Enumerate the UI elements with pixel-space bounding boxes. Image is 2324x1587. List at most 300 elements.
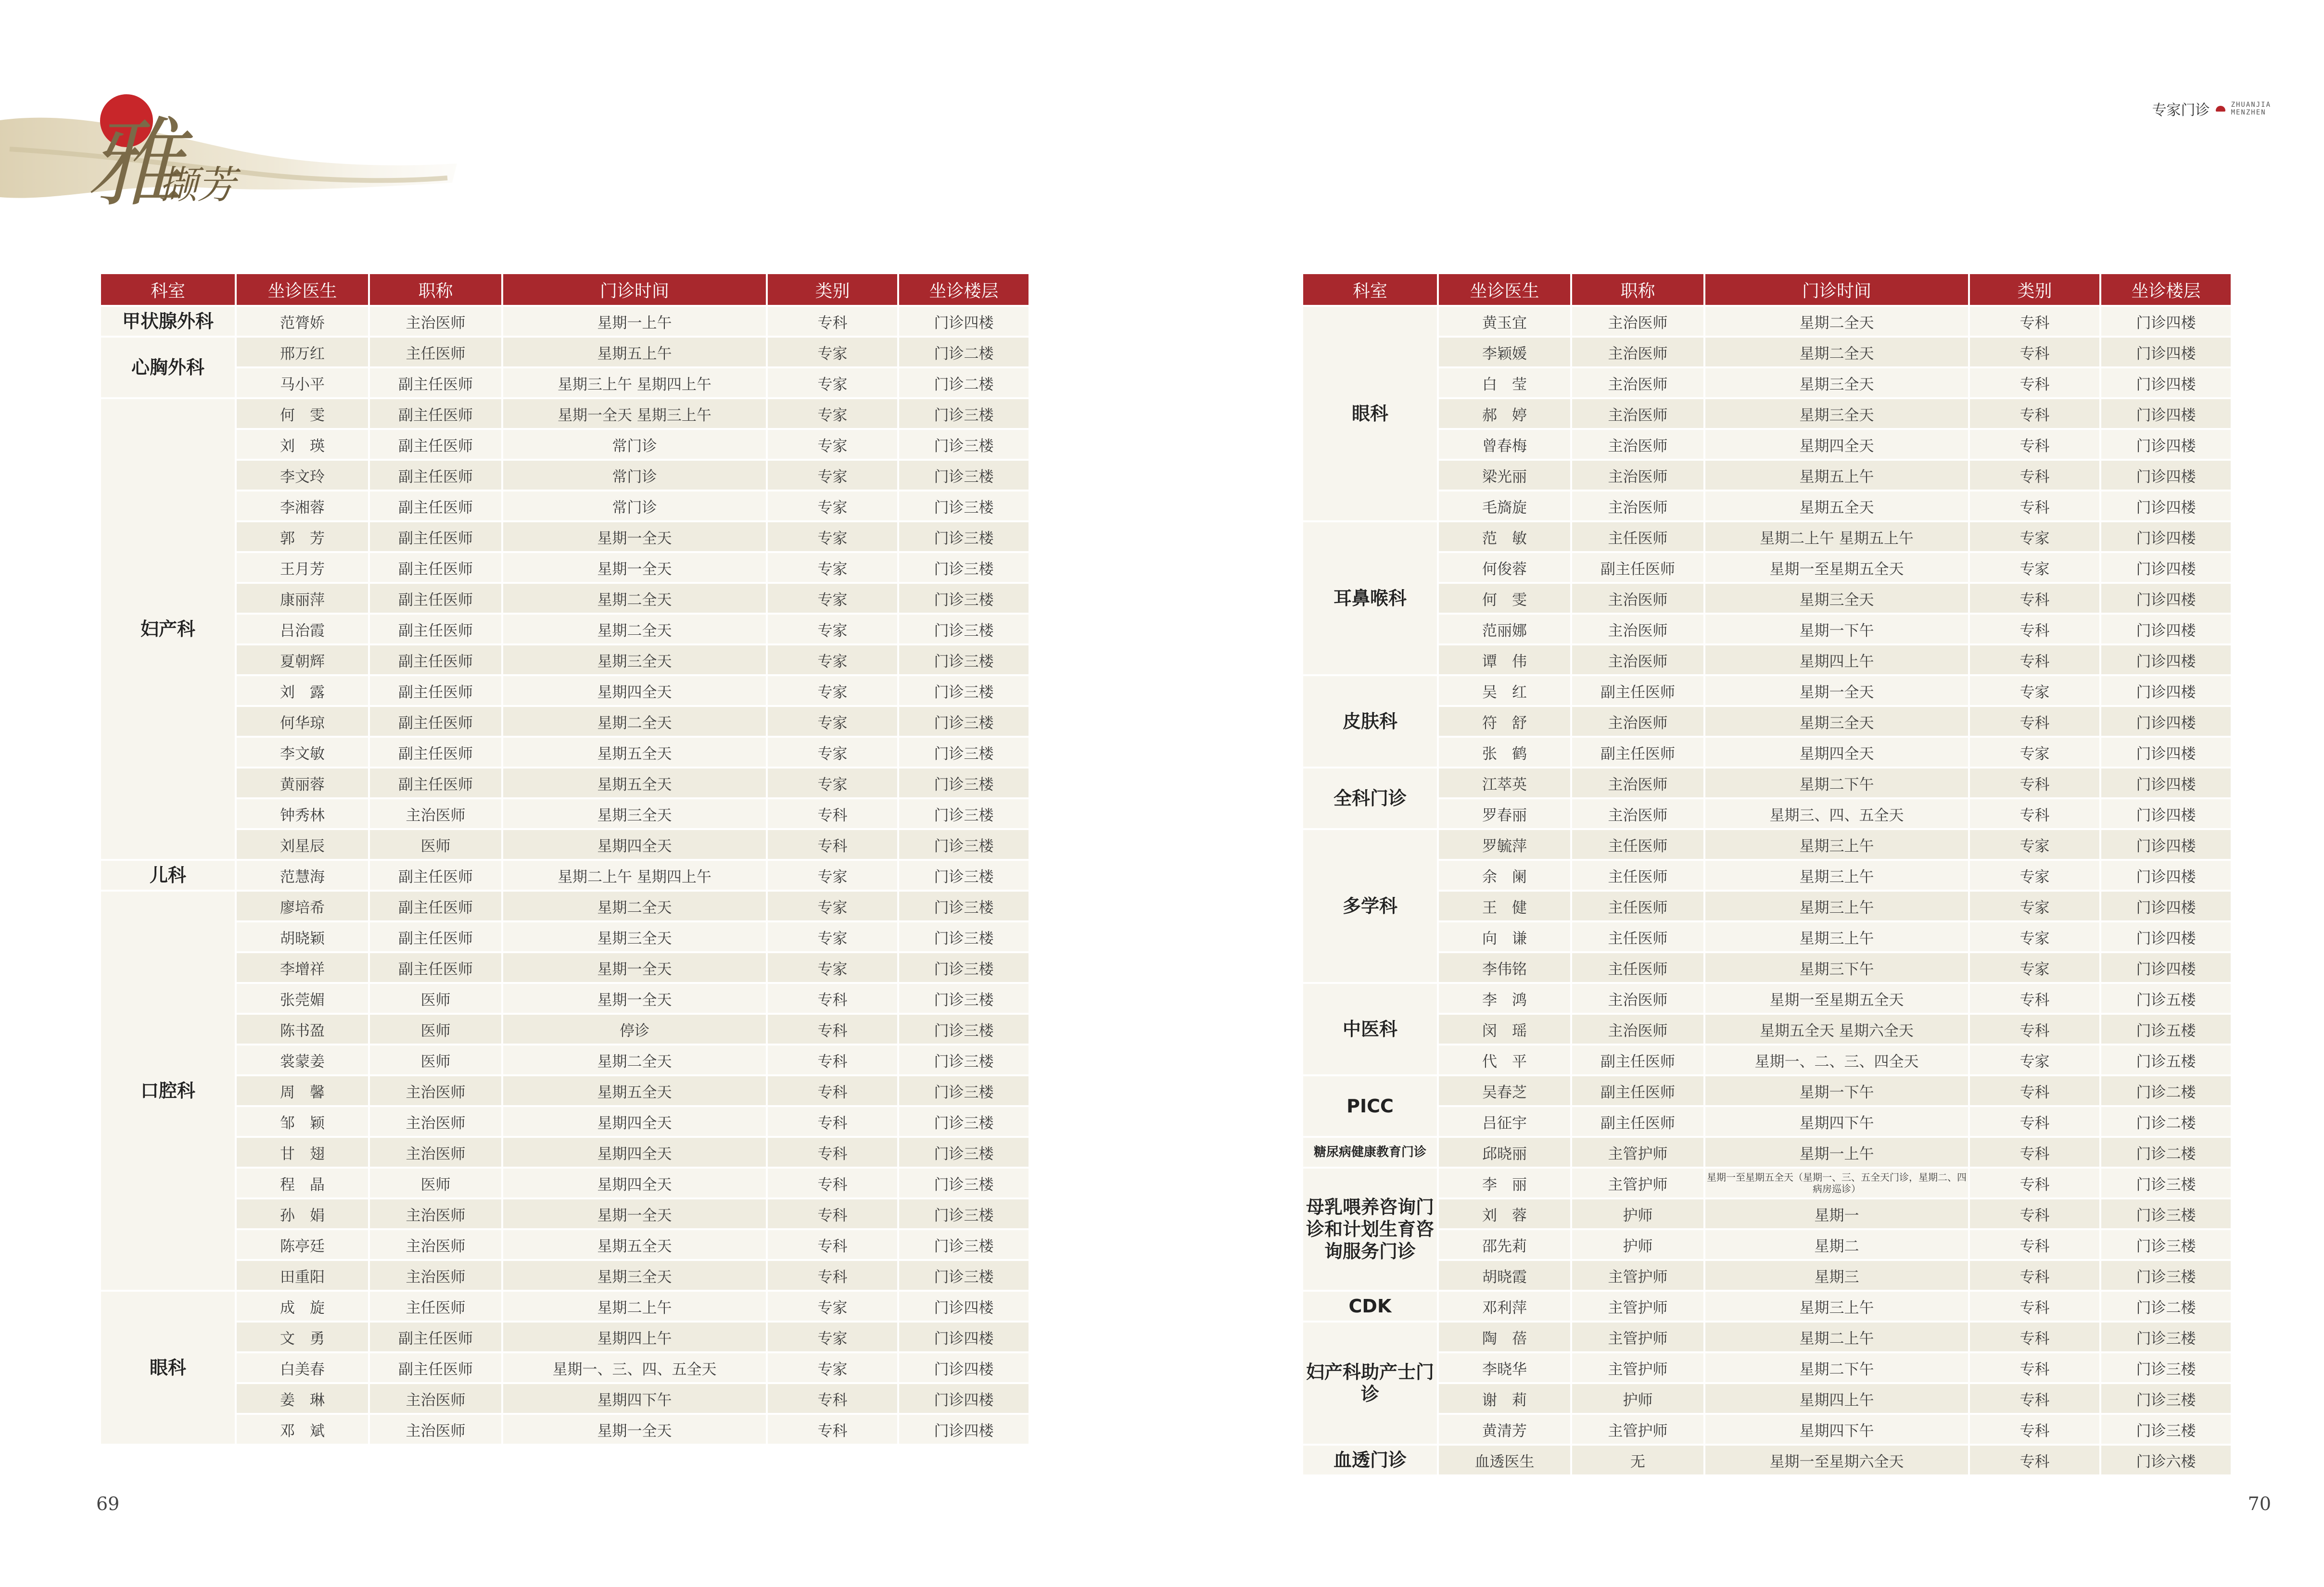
time-cell: 星期三全天 [502, 921, 767, 952]
time-cell: 星期二上午 [1704, 1322, 1969, 1352]
title-cell: 主管护师 [1571, 1322, 1704, 1352]
doctor-cell: 江萃英 [1438, 768, 1571, 798]
title-cell: 医师 [369, 829, 502, 860]
doctor-cell: 何 雯 [236, 398, 369, 429]
doctor-cell: 康丽萍 [236, 583, 369, 614]
time-cell: 星期四全天 [502, 1168, 767, 1198]
time-cell: 星期五全天 [502, 1229, 767, 1260]
doctor-cell: 何 雯 [1438, 583, 1571, 614]
type-cell: 专家 [1969, 952, 2100, 983]
logo-subtitle: 撷芳 [159, 163, 236, 207]
doctor-cell: 何俊蓉 [1438, 552, 1571, 583]
floor-cell: 门诊四楼 [2100, 737, 2232, 768]
floor-cell: 门诊二楼 [2100, 1291, 2232, 1322]
table-row [1302, 1352, 2232, 1383]
table-row [1302, 1229, 2232, 1260]
department-cell: CDK [1302, 1291, 1438, 1322]
doctor-cell: 范慧海 [236, 860, 369, 891]
floor-cell: 门诊二楼 [2100, 1075, 2232, 1106]
title-cell: 副主任医师 [1571, 1075, 1704, 1106]
floor-cell: 门诊四楼 [2100, 675, 2232, 706]
doctor-cell: 陈书盈 [236, 1014, 369, 1045]
floor-cell: 门诊三楼 [898, 952, 1029, 983]
floor-cell: 门诊二楼 [2100, 1106, 2232, 1137]
time-cell: 星期一全天 [502, 1414, 767, 1445]
type-cell: 专科 [1969, 583, 2100, 614]
floor-cell: 门诊三楼 [898, 891, 1029, 921]
table-row [1302, 768, 2232, 798]
time-cell: 停诊 [502, 1014, 767, 1045]
table-row [1302, 552, 2232, 583]
table-row [1302, 583, 2232, 614]
column-header-floor: 坐诊楼层 [2100, 273, 2232, 306]
column-header-doctor: 坐诊医生 [1438, 273, 1571, 306]
floor-cell: 门诊三楼 [898, 706, 1029, 737]
type-cell: 专家 [767, 429, 898, 460]
title-cell: 主治医师 [1571, 644, 1704, 675]
type-cell: 专科 [1969, 1383, 2100, 1414]
time-cell: 星期一全天 [502, 521, 767, 552]
time-cell: 星期一至星期五全天 [1704, 983, 1969, 1014]
title-cell: 副主任医师 [1571, 737, 1704, 768]
time-cell: 星期三上午 [1704, 829, 1969, 860]
doctor-cell: 李颖媛 [1438, 337, 1571, 367]
type-cell: 专科 [1969, 1014, 2100, 1045]
time-cell: 星期五全天 [502, 768, 767, 798]
table-row [1302, 1260, 2232, 1291]
type-cell: 专科 [1969, 1168, 2100, 1198]
doctor-cell: 李伟铭 [1438, 952, 1571, 983]
floor-cell: 门诊四楼 [898, 1414, 1029, 1445]
type-cell: 专科 [1969, 306, 2100, 337]
floor-cell: 门诊四楼 [2100, 398, 2232, 429]
table-row [1302, 460, 2232, 491]
table-row [1302, 337, 2232, 367]
doctor-cell: 梁光丽 [1438, 460, 1571, 491]
doctor-cell: 张莞媚 [236, 983, 369, 1014]
floor-cell: 门诊三楼 [898, 1137, 1029, 1168]
title-cell: 副主任医师 [369, 367, 502, 398]
time-cell: 星期三全天 [502, 644, 767, 675]
time-cell: 星期一全天 [502, 552, 767, 583]
doctor-cell: 孙 娟 [236, 1198, 369, 1229]
doctor-cell: 李 丽 [1438, 1168, 1571, 1198]
time-cell: 星期四下午 [502, 1383, 767, 1414]
doctor-cell: 白 莹 [1438, 367, 1571, 398]
department-cell: 心胸外科 [100, 337, 236, 398]
type-cell: 专家 [1969, 737, 2100, 768]
lotus-icon [2216, 106, 2225, 112]
time-cell: 星期三全天 [1704, 398, 1969, 429]
title-cell: 主治医师 [1571, 429, 1704, 460]
time-cell: 星期四全天 [1704, 429, 1969, 460]
table-row [1302, 891, 2232, 921]
floor-cell: 门诊三楼 [2100, 1168, 2232, 1198]
doctor-cell: 郭 芳 [236, 521, 369, 552]
doctor-cell: 范 敏 [1438, 521, 1571, 552]
type-cell: 专科 [1969, 1075, 2100, 1106]
floor-cell: 门诊四楼 [2100, 798, 2232, 829]
table-row [100, 860, 1029, 891]
time-cell: 星期五全天 [1704, 491, 1969, 521]
table-row [100, 798, 1029, 829]
table-row [1302, 829, 2232, 860]
schedule-table-left [99, 272, 1030, 1446]
doctor-cell: 姜 琳 [236, 1383, 369, 1414]
doctor-cell: 甘 翅 [236, 1137, 369, 1168]
table-row [1302, 614, 2232, 644]
title-cell: 主治医师 [369, 1260, 502, 1291]
table-row [100, 1198, 1029, 1229]
floor-cell: 门诊三楼 [898, 491, 1029, 521]
table-row [1302, 1045, 2232, 1075]
department-cell: 眼科 [100, 1291, 236, 1445]
time-cell: 星期五全天 星期六全天 [1704, 1014, 1969, 1045]
type-cell: 专科 [1969, 983, 2100, 1014]
table-header-row [100, 273, 1029, 306]
floor-cell: 门诊三楼 [898, 1198, 1029, 1229]
table-row [1302, 1291, 2232, 1322]
schedule-table-right [1301, 272, 2233, 1476]
title-cell: 医师 [369, 1014, 502, 1045]
doctor-cell: 郝 婷 [1438, 398, 1571, 429]
doctor-cell: 黄玉宜 [1438, 306, 1571, 337]
department-cell: 血透门诊 [1302, 1445, 1438, 1475]
column-header-time: 门诊时间 [1704, 273, 1969, 306]
floor-cell: 门诊二楼 [898, 337, 1029, 367]
floor-cell: 门诊三楼 [898, 983, 1029, 1014]
time-cell: 星期三全天 [502, 1260, 767, 1291]
doctor-cell: 文 勇 [236, 1322, 369, 1352]
table-row [1302, 1137, 2232, 1168]
column-header-floor: 坐诊楼层 [898, 273, 1029, 306]
title-cell: 主治医师 [369, 798, 502, 829]
table-row [1302, 491, 2232, 521]
floor-cell: 门诊四楼 [2100, 706, 2232, 737]
type-cell: 专科 [767, 1014, 898, 1045]
title-cell: 副主任医师 [369, 706, 502, 737]
time-cell: 星期二全天 [502, 891, 767, 921]
time-cell: 星期三上午 星期四上午 [502, 367, 767, 398]
floor-cell: 门诊三楼 [898, 398, 1029, 429]
type-cell: 专家 [767, 1352, 898, 1383]
title-cell: 副主任医师 [369, 460, 502, 491]
time-cell: 星期一至星期五全天（星期一、三、五全天门诊，星期二、四病房巡诊） [1704, 1168, 1969, 1198]
type-cell: 专科 [767, 306, 898, 337]
table-row [100, 1168, 1029, 1198]
column-header-title: 职称 [1571, 273, 1704, 306]
type-cell: 专科 [1969, 614, 2100, 644]
table-row [100, 706, 1029, 737]
table-row [1302, 921, 2232, 952]
type-cell: 专科 [767, 1229, 898, 1260]
time-cell: 星期三上午 [1704, 921, 1969, 952]
title-cell: 主治医师 [1571, 768, 1704, 798]
table-row [100, 1106, 1029, 1137]
doctor-cell: 闵 瑶 [1438, 1014, 1571, 1045]
type-cell: 专科 [1969, 429, 2100, 460]
doctor-cell: 罗毓萍 [1438, 829, 1571, 860]
title-cell: 副主任医师 [369, 675, 502, 706]
doctor-cell: 邵先莉 [1438, 1229, 1571, 1260]
department-cell: 眼科 [1302, 306, 1438, 521]
title-cell: 主治医师 [369, 1106, 502, 1137]
department-cell: 母乳喂养咨询门诊和计划生育咨询服务门诊 [1302, 1168, 1438, 1291]
title-cell: 医师 [369, 1168, 502, 1198]
department-cell: 全科门诊 [1302, 768, 1438, 829]
table-row [100, 367, 1029, 398]
title-cell: 主治医师 [1571, 798, 1704, 829]
type-cell: 专科 [767, 1383, 898, 1414]
time-cell: 星期三下午 [1704, 952, 1969, 983]
doctor-cell: 谭 伟 [1438, 644, 1571, 675]
title-cell: 副主任医师 [369, 644, 502, 675]
floor-cell: 门诊三楼 [898, 1075, 1029, 1106]
title-cell: 主治医师 [369, 306, 502, 337]
title-cell: 副主任医师 [369, 521, 502, 552]
title-cell: 主管护师 [1571, 1168, 1704, 1198]
time-cell: 星期二全天 [502, 1045, 767, 1075]
department-cell: PICC [1302, 1075, 1438, 1137]
table-row [1302, 1106, 2232, 1137]
doctor-cell: 代 平 [1438, 1045, 1571, 1075]
table-row [100, 1352, 1029, 1383]
floor-cell: 门诊三楼 [898, 583, 1029, 614]
type-cell: 专科 [767, 1045, 898, 1075]
doctor-cell: 田重阳 [236, 1260, 369, 1291]
floor-cell: 门诊四楼 [2100, 367, 2232, 398]
floor-cell: 门诊三楼 [898, 1168, 1029, 1198]
time-cell: 星期四上午 [1704, 644, 1969, 675]
right-page [1162, 0, 2324, 1587]
table-row [100, 491, 1029, 521]
type-cell: 专科 [1969, 1198, 2100, 1229]
type-cell: 专科 [767, 829, 898, 860]
table-row [1302, 675, 2232, 706]
table-row [100, 1414, 1029, 1445]
title-cell: 副主任医师 [369, 891, 502, 921]
type-cell: 专科 [1969, 798, 2100, 829]
title-cell: 副主任医师 [369, 768, 502, 798]
table-row [100, 1045, 1029, 1075]
table-row [100, 983, 1029, 1014]
section-label [2152, 98, 2271, 119]
table-row [100, 398, 1029, 429]
type-cell: 专家 [1969, 891, 2100, 921]
title-cell: 副主任医师 [369, 921, 502, 952]
table-row [100, 952, 1029, 983]
doctor-cell: 李 鸿 [1438, 983, 1571, 1014]
doctor-cell: 夏朝辉 [236, 644, 369, 675]
floor-cell: 门诊四楼 [2100, 952, 2232, 983]
type-cell: 专科 [1969, 1260, 2100, 1291]
type-cell: 专家 [767, 644, 898, 675]
doctor-cell: 陶 蓓 [1438, 1322, 1571, 1352]
type-cell: 专科 [1969, 1414, 2100, 1445]
type-cell: 专家 [767, 614, 898, 644]
type-cell: 专家 [767, 952, 898, 983]
type-cell: 专家 [1969, 860, 2100, 891]
floor-cell: 门诊三楼 [898, 460, 1029, 491]
table-row [1302, 521, 2232, 552]
table-row [100, 337, 1029, 367]
time-cell: 常门诊 [502, 429, 767, 460]
time-cell: 星期一全天 [502, 1198, 767, 1229]
title-cell: 副主任医师 [369, 737, 502, 768]
table-row [1302, 398, 2232, 429]
time-cell: 星期二上午 星期五上午 [1704, 521, 1969, 552]
title-cell: 主治医师 [369, 1229, 502, 1260]
type-cell: 专家 [1969, 675, 2100, 706]
department-cell: 甲状腺外科 [100, 306, 236, 337]
title-cell: 主治医师 [1571, 306, 1704, 337]
doctor-cell: 罗春丽 [1438, 798, 1571, 829]
section-title: 专家门诊 [2152, 102, 2210, 119]
time-cell: 星期三全天 [1704, 706, 1969, 737]
time-cell: 星期四上午 [1704, 1383, 1969, 1414]
floor-cell: 门诊二楼 [898, 367, 1029, 398]
time-cell: 星期三 [1704, 1260, 1969, 1291]
doctor-cell: 邓利萍 [1438, 1291, 1571, 1322]
floor-cell: 门诊四楼 [2100, 429, 2232, 460]
doctor-cell: 符 舒 [1438, 706, 1571, 737]
doctor-cell: 黄丽蓉 [236, 768, 369, 798]
doctor-cell: 陈亭廷 [236, 1229, 369, 1260]
time-cell: 星期四全天 [502, 1137, 767, 1168]
table-row [100, 891, 1029, 921]
type-cell: 专科 [767, 1260, 898, 1291]
table-row [100, 1260, 1029, 1291]
time-cell: 星期二下午 [1704, 768, 1969, 798]
title-cell: 护师 [1571, 1198, 1704, 1229]
column-header-type: 类别 [767, 273, 898, 306]
type-cell: 专家 [767, 398, 898, 429]
table-row [1302, 1075, 2232, 1106]
time-cell: 星期四下午 [1704, 1414, 1969, 1445]
type-cell: 专科 [1969, 1291, 2100, 1322]
doctor-cell: 范膂娇 [236, 306, 369, 337]
title-cell: 副主任医师 [1571, 675, 1704, 706]
doctor-cell: 谢 莉 [1438, 1383, 1571, 1414]
type-cell: 专家 [767, 706, 898, 737]
type-cell: 专家 [1969, 1045, 2100, 1075]
doctor-cell: 李晓华 [1438, 1352, 1571, 1383]
doctor-cell: 毛旖旋 [1438, 491, 1571, 521]
type-cell: 专家 [767, 891, 898, 921]
doctor-cell: 王月芳 [236, 552, 369, 583]
time-cell: 星期一下午 [1704, 614, 1969, 644]
time-cell: 星期四全天 [1704, 737, 1969, 768]
doctor-cell: 邢万红 [236, 337, 369, 367]
type-cell: 专家 [767, 768, 898, 798]
title-cell: 主任医师 [1571, 829, 1704, 860]
floor-cell: 门诊四楼 [898, 1383, 1029, 1414]
doctor-cell: 向 谦 [1438, 921, 1571, 952]
table-row [100, 552, 1029, 583]
type-cell: 专科 [1969, 1352, 2100, 1383]
table-row [1302, 1383, 2232, 1414]
department-cell: 多学科 [1302, 829, 1438, 983]
table-row [100, 675, 1029, 706]
type-cell: 专家 [767, 675, 898, 706]
title-cell: 主管护师 [1571, 1414, 1704, 1445]
table-row [1302, 1322, 2232, 1352]
table-row [1302, 737, 2232, 768]
time-cell: 星期二上午 星期四上午 [502, 860, 767, 891]
time-cell: 星期二全天 [502, 583, 767, 614]
floor-cell: 门诊四楼 [2100, 306, 2232, 337]
doctor-cell: 胡晓颖 [236, 921, 369, 952]
time-cell: 星期四全天 [502, 675, 767, 706]
floor-cell: 门诊四楼 [2100, 891, 2232, 921]
time-cell: 星期三全天 [1704, 583, 1969, 614]
title-cell: 主治医师 [369, 1414, 502, 1445]
title-cell: 主任医师 [369, 1291, 502, 1322]
time-cell: 星期四全天 [502, 1106, 767, 1137]
doctor-cell: 王 健 [1438, 891, 1571, 921]
table-row [100, 429, 1029, 460]
type-cell: 专家 [1969, 552, 2100, 583]
time-cell: 星期三上午 [1704, 891, 1969, 921]
floor-cell: 门诊四楼 [898, 306, 1029, 337]
type-cell: 专科 [767, 1168, 898, 1198]
floor-cell: 门诊三楼 [2100, 1383, 2232, 1414]
floor-cell: 门诊三楼 [898, 1106, 1029, 1137]
time-cell: 星期二 [1704, 1229, 1969, 1260]
page-number: 70 [2248, 1493, 2271, 1514]
time-cell: 星期二全天 [502, 614, 767, 644]
title-cell: 主治医师 [1571, 337, 1704, 367]
floor-cell: 门诊三楼 [898, 1045, 1029, 1075]
floor-cell: 门诊四楼 [2100, 644, 2232, 675]
table-row [100, 583, 1029, 614]
title-cell: 主治医师 [1571, 614, 1704, 644]
title-cell: 主治医师 [1571, 398, 1704, 429]
time-cell: 星期一至星期六全天 [1704, 1445, 1969, 1475]
title-cell: 副主任医师 [369, 614, 502, 644]
floor-cell: 门诊四楼 [898, 1352, 1029, 1383]
title-cell: 主治医师 [1571, 460, 1704, 491]
floor-cell: 门诊四楼 [2100, 583, 2232, 614]
type-cell: 专科 [767, 1198, 898, 1229]
floor-cell: 门诊四楼 [2100, 460, 2232, 491]
section-pinyin: ZHUANJIA MENZHEN [2231, 101, 2271, 116]
type-cell: 专科 [767, 983, 898, 1014]
type-cell: 专家 [767, 337, 898, 367]
doctor-cell: 张 鹤 [1438, 737, 1571, 768]
type-cell: 专科 [767, 1137, 898, 1168]
table-row [100, 1137, 1029, 1168]
title-cell: 主治医师 [369, 1383, 502, 1414]
table-row [100, 768, 1029, 798]
type-cell: 专科 [767, 1106, 898, 1137]
floor-cell: 门诊三楼 [2100, 1414, 2232, 1445]
column-header-title: 职称 [369, 273, 502, 306]
doctor-cell: 裳蒙姜 [236, 1045, 369, 1075]
time-cell: 常门诊 [502, 491, 767, 521]
time-cell: 星期一、三、四、五全天 [502, 1352, 767, 1383]
time-cell: 星期四下午 [1704, 1106, 1969, 1137]
table-row [100, 1014, 1029, 1045]
table-header-row [1302, 273, 2232, 306]
type-cell: 专科 [1969, 460, 2100, 491]
title-cell: 主任医师 [1571, 921, 1704, 952]
column-header-dept: 科室 [1302, 273, 1438, 306]
type-cell: 专家 [767, 583, 898, 614]
time-cell: 星期一全天 [502, 952, 767, 983]
time-cell: 星期五上午 [502, 337, 767, 367]
type-cell: 专家 [767, 1291, 898, 1322]
